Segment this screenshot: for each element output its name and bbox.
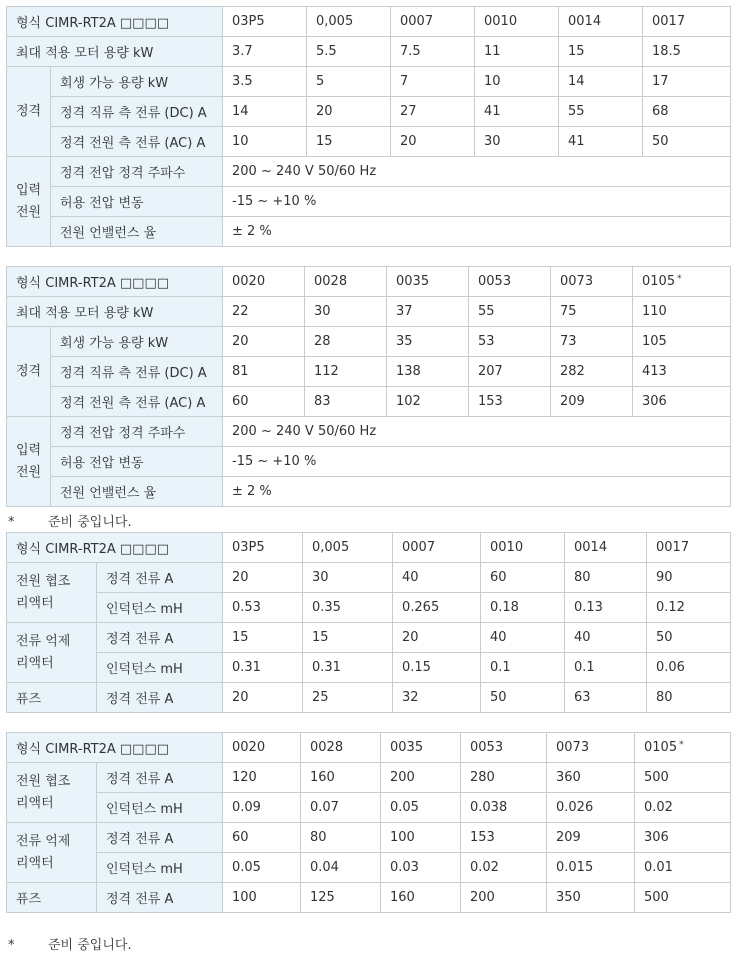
group-line2: 리액터	[16, 795, 54, 811]
row-label: 정격 전류 A	[97, 563, 223, 593]
value-cell: 306	[635, 823, 731, 853]
value-cell: 40	[481, 623, 565, 653]
value-cell: 500	[635, 763, 731, 793]
value-cell: 200 ~ 240 V 50/60 Hz	[223, 417, 731, 447]
value-cell: 360	[547, 763, 635, 793]
value-cell: 280	[461, 763, 547, 793]
value-cell: 0.18	[481, 593, 565, 623]
value-cell: 15	[559, 37, 643, 67]
value-cell: 125	[301, 883, 381, 913]
model-cell: 0,005	[303, 533, 393, 563]
table-row	[7, 653, 731, 683]
value-cell: 80	[647, 683, 731, 713]
value-cell: 0.12	[647, 593, 731, 623]
value-cell: 209	[551, 387, 633, 417]
value-cell: 0.31	[303, 653, 393, 683]
model-cell: 0035	[387, 267, 469, 297]
input-group-label	[7, 417, 51, 507]
model-cell: 03P5	[223, 533, 303, 563]
input-group-line2: 전원	[15, 204, 42, 220]
value-cell: 30	[303, 563, 393, 593]
value-cell: 5	[307, 67, 391, 97]
model-cell: 0007	[393, 533, 481, 563]
value-cell: 20	[307, 97, 391, 127]
value-cell: 20	[223, 683, 303, 713]
table-row	[7, 187, 731, 217]
model-cell	[635, 733, 731, 763]
value-cell: 350	[547, 883, 635, 913]
model-cell: 0007	[391, 7, 475, 37]
value-cell: 0.06	[647, 653, 731, 683]
model-cell: 0028	[305, 267, 387, 297]
reactor-table-1	[6, 532, 731, 713]
value-cell: -15 ~ +10 %	[223, 187, 731, 217]
model-cell: 0053	[469, 267, 551, 297]
model-cell: 0,005	[307, 7, 391, 37]
table-row	[7, 417, 731, 447]
row-label: 정격 전류 A	[97, 883, 223, 913]
value-cell: 0.35	[303, 593, 393, 623]
value-cell: 63	[565, 683, 647, 713]
value-cell: 100	[381, 823, 461, 853]
group-line1: 전원 협조	[16, 573, 71, 589]
model-header: 형식 CIMR-RT2A □□□□	[7, 533, 223, 563]
table-row	[7, 357, 731, 387]
value-cell: 0.31	[223, 653, 303, 683]
model-value: 0105	[642, 274, 676, 289]
value-cell: 81	[223, 357, 305, 387]
row-label: 회생 가능 용량 kW	[51, 327, 223, 357]
row-label: 인덕턴스 mH	[97, 793, 223, 823]
value-cell: 3.5	[223, 67, 307, 97]
value-cell: 35	[387, 327, 469, 357]
table-row	[7, 593, 731, 623]
input-group-line1: 입력	[15, 182, 42, 198]
value-cell: 28	[305, 327, 387, 357]
row-label: 허용 전압 변동	[51, 187, 223, 217]
row-label: 정격 전류 A	[97, 823, 223, 853]
model-cell	[633, 267, 731, 297]
value-cell: 7.5	[391, 37, 475, 67]
table-row	[7, 683, 731, 713]
row-label: 전원 언밸런스 율	[51, 217, 223, 247]
value-cell: 0.1	[481, 653, 565, 683]
row-label: 정격 전류 A	[97, 623, 223, 653]
value-cell: 73	[551, 327, 633, 357]
value-cell: 0.05	[381, 793, 461, 823]
table-row	[7, 763, 731, 793]
model-cell: 0014	[565, 533, 647, 563]
table-row	[7, 623, 731, 653]
footnote-mark: *	[8, 938, 15, 953]
footnote-text: 준비 중입니다.	[48, 938, 132, 953]
model-cell: 0010	[481, 533, 565, 563]
model-cell: 0020	[223, 267, 305, 297]
value-cell: 14	[559, 67, 643, 97]
value-cell: 37	[387, 297, 469, 327]
table-row	[7, 853, 731, 883]
value-cell: 50	[643, 127, 731, 157]
model-cell: 0035	[381, 733, 461, 763]
value-cell: 15	[303, 623, 393, 653]
value-cell: 40	[565, 623, 647, 653]
footnote-marker: *	[679, 740, 684, 750]
value-cell: 0.01	[635, 853, 731, 883]
value-cell: 200	[461, 883, 547, 913]
value-cell: 55	[469, 297, 551, 327]
value-cell: 500	[635, 883, 731, 913]
table-row	[7, 823, 731, 853]
value-cell: 11	[475, 37, 559, 67]
row-label: 정격 직류 측 전류 (DC) A	[51, 97, 223, 127]
fuse-label: 퓨즈	[7, 883, 97, 913]
table-row	[7, 883, 731, 913]
value-cell: 90	[647, 563, 731, 593]
value-cell: 83	[305, 387, 387, 417]
value-cell: 0.13	[565, 593, 647, 623]
row-label: 정격 전류 A	[97, 683, 223, 713]
value-cell: 282	[551, 357, 633, 387]
model-header: 형식 CIMR-RT2A □□□□	[7, 7, 223, 37]
model-cell: 0073	[547, 733, 635, 763]
value-cell: 14	[223, 97, 307, 127]
group-line1: 전원 협조	[16, 773, 71, 789]
row-label: 회생 가능 용량 kW	[51, 67, 223, 97]
value-cell: 138	[387, 357, 469, 387]
value-cell: 17	[643, 67, 731, 97]
spec-table-2	[6, 266, 731, 507]
value-cell: 120	[223, 763, 301, 793]
footnote	[8, 934, 132, 953]
value-cell: 200	[381, 763, 461, 793]
value-cell: 10	[475, 67, 559, 97]
table-row	[7, 97, 731, 127]
value-cell: 0.05	[223, 853, 301, 883]
row-label: 정격 전압 정격 주파수	[51, 157, 223, 187]
value-cell: 75	[551, 297, 633, 327]
table-row	[7, 533, 731, 563]
value-cell: 0.53	[223, 593, 303, 623]
value-cell: 160	[301, 763, 381, 793]
value-cell: 5.5	[307, 37, 391, 67]
value-cell: 15	[223, 623, 303, 653]
value-cell: 50	[647, 623, 731, 653]
table-row	[7, 127, 731, 157]
table-row	[7, 37, 731, 67]
footnote-mark: *	[8, 515, 15, 530]
value-cell: 60	[223, 823, 301, 853]
model-cell: 03P5	[223, 7, 307, 37]
row-label: 인덕턴스 mH	[97, 853, 223, 883]
model-cell: 0028	[301, 733, 381, 763]
input-group-label	[7, 157, 51, 247]
table-row	[7, 733, 731, 763]
value-cell: 0.038	[461, 793, 547, 823]
value-cell: 153	[461, 823, 547, 853]
table-row	[7, 67, 731, 97]
table-row	[7, 447, 731, 477]
value-cell: 3.7	[223, 37, 307, 67]
rating-group-label: 정격	[7, 327, 51, 417]
table-row	[7, 297, 731, 327]
group-line2: 리액터	[16, 595, 54, 611]
spec-table-1	[6, 6, 731, 247]
model-cell: 0010	[475, 7, 559, 37]
model-header: 형식 CIMR-RT2A □□□□	[7, 733, 223, 763]
coordination-reactor-label	[7, 763, 97, 823]
model-header: 형식 CIMR-RT2A □□□□	[7, 267, 223, 297]
value-cell: 207	[469, 357, 551, 387]
table-row	[7, 327, 731, 357]
value-cell: 60	[223, 387, 305, 417]
footnote	[8, 511, 132, 530]
value-cell: 112	[305, 357, 387, 387]
value-cell: 20	[223, 327, 305, 357]
value-cell: 105	[633, 327, 731, 357]
value-cell: 100	[223, 883, 301, 913]
value-cell: 80	[565, 563, 647, 593]
value-cell: 102	[387, 387, 469, 417]
group-line1: 전류 억제	[16, 633, 71, 649]
row-label: 정격 직류 측 전류 (DC) A	[51, 357, 223, 387]
value-cell: -15 ~ +10 %	[223, 447, 731, 477]
value-cell: 20	[393, 623, 481, 653]
suppression-reactor-label	[7, 823, 97, 883]
row-label: 정격 전원 측 전류 (AC) A	[51, 387, 223, 417]
value-cell: 0.026	[547, 793, 635, 823]
value-cell: 0.09	[223, 793, 301, 823]
value-cell: 306	[633, 387, 731, 417]
value-cell: 153	[469, 387, 551, 417]
footnote-text: 준비 중입니다.	[48, 515, 132, 530]
table-row	[7, 477, 731, 507]
value-cell: 160	[381, 883, 461, 913]
value-cell: 0.02	[461, 853, 547, 883]
fuse-label: 퓨즈	[7, 683, 97, 713]
value-cell: 41	[559, 127, 643, 157]
rating-group-label: 정격	[7, 67, 51, 157]
value-cell: 20	[223, 563, 303, 593]
value-cell: 0.15	[393, 653, 481, 683]
table-row	[7, 7, 731, 37]
table-row	[7, 563, 731, 593]
row-label: 최대 적용 모터 용량 kW	[7, 297, 223, 327]
value-cell: 15	[307, 127, 391, 157]
value-cell: 27	[391, 97, 475, 127]
model-cell: 0017	[647, 533, 731, 563]
value-cell: 53	[469, 327, 551, 357]
value-cell: 0.03	[381, 853, 461, 883]
value-cell: 10	[223, 127, 307, 157]
input-group-line1: 입력	[15, 442, 42, 458]
value-cell: 200 ~ 240 V 50/60 Hz	[223, 157, 731, 187]
value-cell: 0.02	[635, 793, 731, 823]
group-line2: 리액터	[16, 855, 54, 871]
row-label: 정격 전류 A	[97, 763, 223, 793]
value-cell: 413	[633, 357, 731, 387]
footnote-marker: *	[677, 274, 682, 284]
row-label: 전원 언밸런스 율	[51, 477, 223, 507]
row-label: 인덕턴스 mH	[97, 653, 223, 683]
row-label: 인덕턴스 mH	[97, 593, 223, 623]
model-cell: 0073	[551, 267, 633, 297]
table-row	[7, 793, 731, 823]
value-cell: 22	[223, 297, 305, 327]
value-cell: ± 2 %	[223, 477, 731, 507]
value-cell: 20	[391, 127, 475, 157]
value-cell: 60	[481, 563, 565, 593]
row-label: 허용 전압 변동	[51, 447, 223, 477]
value-cell: 80	[301, 823, 381, 853]
row-label: 최대 적용 모터 용량 kW	[7, 37, 223, 67]
value-cell: 32	[393, 683, 481, 713]
value-cell: 40	[393, 563, 481, 593]
value-cell: 0.07	[301, 793, 381, 823]
value-cell: 50	[481, 683, 565, 713]
model-cell: 0020	[223, 733, 301, 763]
model-cell: 0017	[643, 7, 731, 37]
value-cell: 0.015	[547, 853, 635, 883]
value-cell: 30	[475, 127, 559, 157]
row-label: 정격 전압 정격 주파수	[51, 417, 223, 447]
reactor-table-2	[6, 732, 731, 913]
group-line1: 전류 억제	[16, 833, 71, 849]
table-row	[7, 267, 731, 297]
suppression-reactor-label	[7, 623, 97, 683]
value-cell: ± 2 %	[223, 217, 731, 247]
table-row	[7, 217, 731, 247]
group-line2: 리액터	[16, 655, 54, 671]
value-cell: 30	[305, 297, 387, 327]
model-value: 0105	[644, 740, 678, 755]
row-label: 정격 전원 측 전류 (AC) A	[51, 127, 223, 157]
value-cell: 68	[643, 97, 731, 127]
value-cell: 0.265	[393, 593, 481, 623]
value-cell: 0.1	[565, 653, 647, 683]
value-cell: 209	[547, 823, 635, 853]
value-cell: 55	[559, 97, 643, 127]
value-cell: 0.04	[301, 853, 381, 883]
table-row	[7, 387, 731, 417]
value-cell: 18.5	[643, 37, 731, 67]
value-cell: 41	[475, 97, 559, 127]
value-cell: 25	[303, 683, 393, 713]
model-cell: 0053	[461, 733, 547, 763]
coordination-reactor-label	[7, 563, 97, 623]
value-cell: 110	[633, 297, 731, 327]
input-group-line2: 전원	[15, 464, 42, 480]
value-cell: 7	[391, 67, 475, 97]
table-row	[7, 157, 731, 187]
model-cell: 0014	[559, 7, 643, 37]
